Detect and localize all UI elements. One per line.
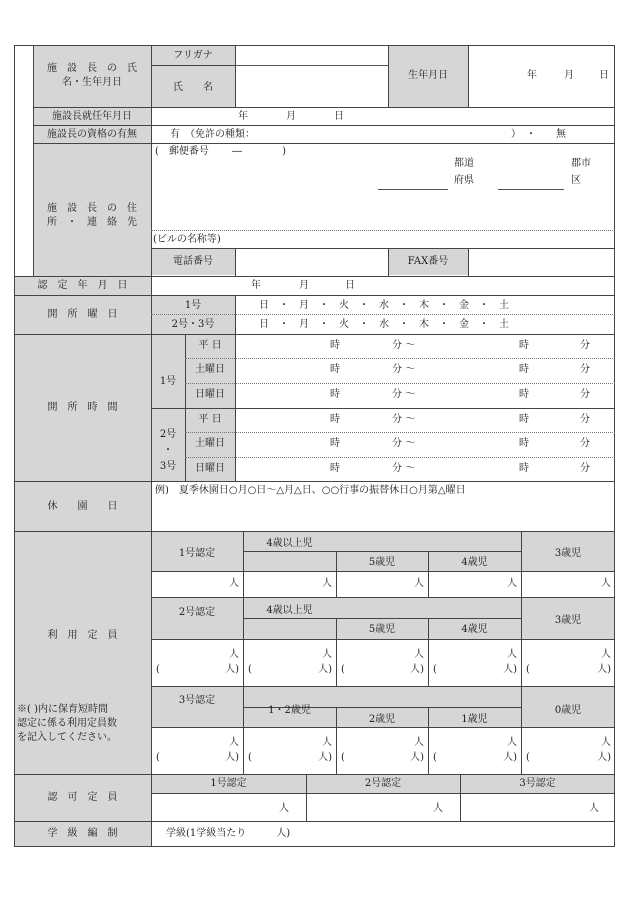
cap3-po-3: ( bbox=[341, 752, 345, 763]
cap2-po-4: ( bbox=[433, 664, 437, 675]
cert-year: 年 bbox=[251, 280, 261, 291]
cap1-age5: 5歳児 bbox=[368, 557, 396, 568]
cap3-pc-4: 人) bbox=[503, 752, 517, 763]
cap3-nin-5: 人 bbox=[601, 737, 611, 748]
min-from-3: 分 〜 bbox=[392, 389, 416, 400]
address-label-2: 所 ・ 連 絡 先 bbox=[47, 217, 137, 228]
approved-cert1: 1号認定 bbox=[210, 778, 247, 789]
cap1-age-over4: 4歳以上児 bbox=[266, 538, 313, 549]
fax-label: FAX番号 bbox=[407, 256, 449, 267]
hours-group-1: 1号 bbox=[159, 376, 177, 387]
postal-code: ( 郵便番号 ― ) bbox=[155, 146, 286, 157]
cert-month: 月 bbox=[299, 280, 309, 291]
building-name: (ビルの名称等) bbox=[153, 234, 221, 245]
cap2-po-1: ( bbox=[156, 664, 160, 675]
approved-nin-3: 人 bbox=[589, 803, 599, 814]
cap3-pc-3: 人) bbox=[410, 752, 424, 763]
min-from-1: 分 〜 bbox=[392, 340, 416, 351]
birth-label: 生年月日 bbox=[408, 70, 448, 81]
cap2-pc-3: 人) bbox=[410, 664, 424, 675]
hour-from-2: 時 bbox=[330, 364, 340, 375]
todofuken-2: 府県 bbox=[454, 175, 474, 186]
cap2-age-over4: 4歳以上児 bbox=[266, 605, 313, 616]
approved-nin-1: 人 bbox=[279, 803, 289, 814]
cap1-nin-4: 人 bbox=[507, 578, 517, 589]
cap2-cert: 2号認定 bbox=[178, 607, 216, 618]
birth-day: 日 bbox=[599, 70, 609, 81]
cap3-po-1: ( bbox=[156, 752, 160, 763]
cap1-nin-1: 人 bbox=[229, 578, 239, 589]
min-from-5: 分 〜 bbox=[392, 438, 416, 449]
appointment-label: 施設長就任年月日 bbox=[52, 111, 132, 122]
hours-day-3: 日曜日 bbox=[195, 389, 225, 400]
cap3-age2: 2歳児 bbox=[368, 714, 396, 725]
holidays-example: 例) 夏季休園日○月○日〜△月△日、○○行事の振替休日○月第△曜日 bbox=[155, 485, 466, 496]
cap3-po-2: ( bbox=[248, 752, 252, 763]
cap3-nin-2: 人 bbox=[322, 737, 332, 748]
capacity-label: 利 用 定 員 bbox=[47, 630, 118, 641]
hour-to-5: 時 bbox=[519, 438, 529, 449]
open-days-type-1: 1号 bbox=[184, 300, 202, 311]
hours-group-2-l1: 2号 bbox=[159, 429, 177, 440]
cap3-nin-1: 人 bbox=[229, 737, 239, 748]
hour-to-3: 時 bbox=[519, 389, 529, 400]
cap3-cert: 3号認定 bbox=[178, 695, 216, 706]
holidays-label: 休 園 日 bbox=[47, 501, 118, 512]
cap3-pc-5: 人) bbox=[597, 752, 611, 763]
open-hours-label: 開 所 時 間 bbox=[47, 402, 118, 413]
application-form bbox=[14, 45, 615, 847]
hours-day-5: 土曜日 bbox=[195, 438, 225, 449]
cap2-nin-2: 人 bbox=[322, 649, 332, 660]
hour-from-1: 時 bbox=[330, 340, 340, 351]
hours-day-4: 平 日 bbox=[198, 414, 222, 425]
cap3-nin-3: 人 bbox=[414, 737, 424, 748]
open-days-1: 日 ・ 月 ・ 火 ・ 水 ・ 木 ・ 金 ・ 土 bbox=[259, 300, 509, 311]
hours-group-2-l3: 3号 bbox=[159, 461, 177, 472]
min-to-5: 分 bbox=[580, 438, 590, 449]
min-from-6: 分 〜 bbox=[392, 463, 416, 474]
cert-date-label: 認 定 年 月 日 bbox=[37, 280, 128, 291]
cap2-po-5: ( bbox=[526, 664, 530, 675]
cap1-nin-2: 人 bbox=[322, 578, 332, 589]
min-to-6: 分 bbox=[580, 463, 590, 474]
cap3-age1: 1歳児 bbox=[461, 714, 488, 725]
hour-to-4: 時 bbox=[519, 414, 529, 425]
qualification-yes: 有 （免許の種類： bbox=[170, 129, 255, 140]
director-label-2: 名・生年月日 bbox=[62, 77, 122, 88]
appointment-day: 日 bbox=[334, 111, 344, 122]
hour-from-5: 時 bbox=[330, 438, 340, 449]
appointment-month: 月 bbox=[286, 111, 296, 122]
hours-day-6: 日曜日 bbox=[195, 463, 225, 474]
cap2-pc-1: 人) bbox=[225, 664, 239, 675]
min-to-2: 分 bbox=[580, 364, 590, 375]
gunshi-1: 郡市 bbox=[571, 158, 591, 169]
address-label-1: 施 設 長 の 住 bbox=[47, 203, 137, 214]
gunshi-2: 区 bbox=[571, 175, 581, 186]
cap3-pc-2: 人) bbox=[318, 752, 332, 763]
hours-day-2: 土曜日 bbox=[195, 364, 225, 375]
approved-cert2: 2号認定 bbox=[364, 778, 402, 789]
tel-label: 電話番号 bbox=[173, 256, 213, 267]
cap3-age12: 1・2歳児 bbox=[268, 705, 311, 716]
qualification-label: 施設長の資格の有無 bbox=[47, 129, 137, 140]
name-label: 氏 名 bbox=[173, 82, 213, 93]
hour-to-1: 時 bbox=[519, 340, 529, 351]
hour-from-4: 時 bbox=[330, 414, 340, 425]
capacity-note-2: 認定に係る利用定員数 bbox=[17, 718, 117, 729]
cap2-nin-1: 人 bbox=[229, 649, 239, 660]
director-label-1: 施 設 長 の 氏 bbox=[47, 63, 137, 74]
todofuken-1: 都道 bbox=[454, 158, 474, 169]
hour-from-3: 時 bbox=[330, 389, 340, 400]
birth-year: 年 bbox=[527, 70, 537, 81]
cap1-nin-3: 人 bbox=[414, 578, 424, 589]
cap2-nin-5: 人 bbox=[601, 649, 611, 660]
min-to-1: 分 bbox=[580, 340, 590, 351]
cap2-nin-3: 人 bbox=[414, 649, 424, 660]
class-text: 学級(1学級当たり 人) bbox=[166, 828, 291, 839]
cap2-age5: 5歳児 bbox=[368, 624, 396, 635]
hour-to-2: 時 bbox=[519, 364, 529, 375]
cap1-cert: 1号認定 bbox=[178, 548, 216, 559]
hours-group-2-l2: ・ bbox=[163, 445, 173, 456]
min-to-4: 分 bbox=[580, 414, 590, 425]
cap2-age3: 3歳児 bbox=[554, 615, 582, 626]
open-days-label: 開 所 曜 日 bbox=[47, 309, 118, 320]
hour-from-6: 時 bbox=[330, 463, 340, 474]
approved-cert3: 3号認定 bbox=[519, 778, 556, 789]
open-days-type-2: 2号・3号 bbox=[171, 319, 215, 330]
cap3-po-4: ( bbox=[433, 752, 437, 763]
capacity-note-3: を記入してください。 bbox=[17, 732, 117, 743]
cap2-age4: 4歳児 bbox=[461, 624, 488, 635]
cap3-po-5: ( bbox=[526, 752, 530, 763]
appointment-year: 年 bbox=[238, 111, 248, 122]
qualification-no: ） ・ 無 bbox=[511, 129, 566, 140]
hour-to-6: 時 bbox=[519, 463, 529, 474]
open-days-2: 日 ・ 月 ・ 火 ・ 水 ・ 木 ・ 金 ・ 土 bbox=[259, 319, 509, 330]
cap1-nin-5: 人 bbox=[601, 578, 611, 589]
cert-day: 日 bbox=[345, 280, 355, 291]
cap2-pc-5: 人) bbox=[597, 664, 611, 675]
cap2-pc-4: 人) bbox=[503, 664, 517, 675]
min-from-2: 分 〜 bbox=[392, 364, 416, 375]
cap2-po-3: ( bbox=[341, 664, 345, 675]
min-from-4: 分 〜 bbox=[392, 414, 416, 425]
cap1-age3: 3歳児 bbox=[554, 548, 582, 559]
cap3-pc-1: 人) bbox=[225, 752, 239, 763]
cap2-pc-2: 人) bbox=[318, 664, 332, 675]
cap2-nin-4: 人 bbox=[507, 649, 517, 660]
approved-nin-2: 人 bbox=[433, 803, 443, 814]
cap3-age0: 0歳児 bbox=[554, 705, 582, 716]
hours-day-1: 平 日 bbox=[198, 340, 222, 351]
cap1-age4: 4歳児 bbox=[461, 557, 488, 568]
approved-label: 認 可 定 員 bbox=[47, 792, 118, 803]
cap2-po-2: ( bbox=[248, 664, 252, 675]
birth-month: 月 bbox=[564, 70, 574, 81]
furigana-label: フリガナ bbox=[173, 50, 213, 61]
capacity-note-1: ※( )内に保育短時間 bbox=[17, 704, 108, 715]
class-label: 学 級 編 制 bbox=[47, 828, 118, 839]
min-to-3: 分 bbox=[580, 389, 590, 400]
cap3-nin-4: 人 bbox=[507, 737, 517, 748]
